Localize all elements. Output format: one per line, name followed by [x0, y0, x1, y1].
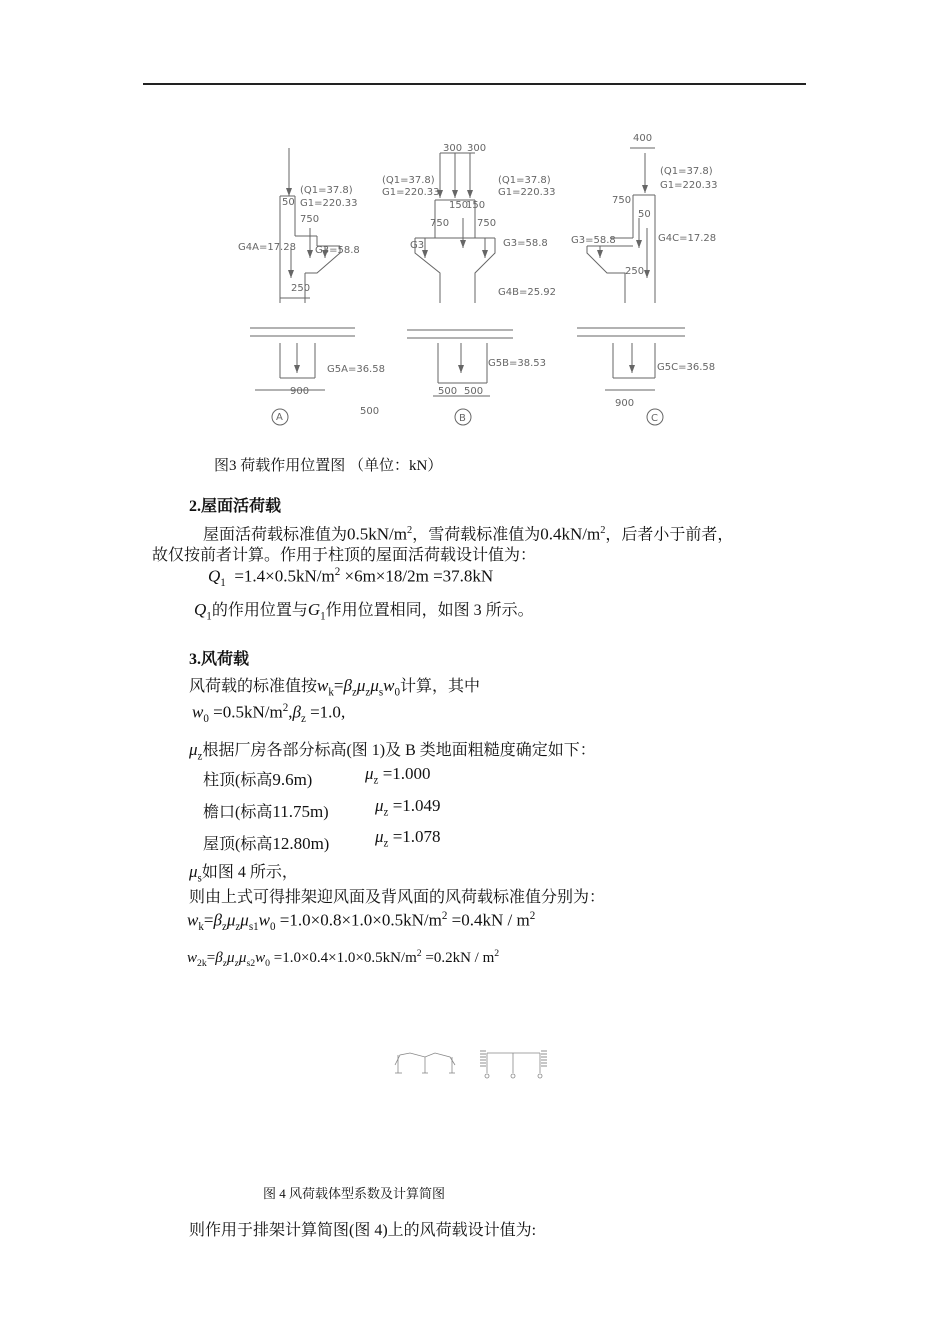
svg-text:50: 50: [638, 209, 651, 220]
svg-text:300: 300: [443, 143, 463, 154]
svg-text:G5A=36.58: G5A=36.58: [327, 364, 385, 375]
q1-equation: $Q_1 =1.4\times 0.5kN/m^2 \times 6m\times 18/2m =37.8kN$: [208, 566, 494, 590]
mu-z-row-2-value: $\mu_z =1.049$: [375, 796, 441, 819]
svg-text:500: 500: [438, 386, 458, 397]
svg-text:500: 500: [464, 386, 484, 397]
mu-z-row-2: 檐口(标高11.75m): [203, 802, 329, 821]
svg-text:250: 250: [291, 283, 311, 294]
wind-load-diagram: [390, 1045, 555, 1080]
svg-text:750: 750: [430, 218, 450, 229]
mu-z-row-3-value: $\mu_z =1.078$: [375, 827, 441, 850]
svg-text:(Q1=37.8): (Q1=37.8): [300, 185, 353, 196]
mu-z-row-1-value: $\mu_z =1.000$: [365, 764, 431, 787]
svg-text:G3: G3: [410, 240, 425, 251]
svg-text:A: A: [276, 412, 283, 423]
svg-text:G1=220.33: G1=220.33: [300, 198, 358, 209]
svg-text:900: 900: [290, 386, 310, 397]
section2-para1-line1: 屋面活荷载标准值为$0.5kN/m^2$，雪荷载标准值为$0.4kN/m^2$，后者小于前者，: [203, 524, 734, 544]
svg-text:250: 250: [625, 266, 645, 277]
svg-text:(Q1=37.8): (Q1=37.8): [660, 166, 713, 177]
wind-formula-line: 风荷载的标准值按$w_k=\beta_z\mu_z\mu_sw_0$计算，其中: [189, 676, 481, 699]
svg-text:(Q1=37.8): (Q1=37.8): [382, 175, 435, 186]
wk-equation: $w_k=\beta_z\mu_z\mu_{s1}w_0 =1.0\times 0.8\times 1.0\times 0.5kN/m^2 =0.4kN / m^2$: [187, 910, 536, 934]
section2-heading: 2.屋面活荷载: [189, 498, 282, 515]
then-line: 则由上式可得排架迎风面及背风面的风荷载标准值分别为：: [189, 889, 606, 906]
figure3-caption: 图3 荷载作用位置图 （单位：kN）: [214, 458, 443, 474]
mu-z-row-3: 屋顶(标高12.80m): [203, 834, 330, 853]
svg-text:G4C=17.28: G4C=17.28: [658, 233, 717, 244]
mu-z-row-1: 柱顶(标高9.6m): [203, 770, 313, 789]
svg-text:150: 150: [466, 200, 486, 211]
w2k-equation: $w_{2k}=\beta_z\mu_z\mu_{s2}w_0 =1.0\times 0.4\times 1.0\times 0.5kN/m^2 =0.2kN / m^2$: [187, 948, 500, 969]
last-line: 则作用于排架计算简图(图 4)上的风荷载设计值为:: [189, 1222, 537, 1239]
svg-text:B: B: [459, 413, 466, 424]
w0-beta-line: $w_0 =0.5kN/m^2,\beta_z =1.0$,: [192, 702, 346, 726]
svg-text:750: 750: [477, 218, 497, 229]
mu-s-line: $\mu_s$如图 4 所示，: [189, 862, 298, 885]
figure4-caption: 图 4 风荷载体型系数及计算简图: [263, 1186, 446, 1201]
svg-text:G4B=25.92: G4B=25.92: [498, 287, 556, 298]
svg-text:C: C: [651, 413, 658, 424]
svg-text:G5B=38.53: G5B=38.53: [488, 358, 546, 369]
svg-text:50: 50: [282, 197, 295, 208]
svg-text:150: 150: [449, 200, 469, 211]
svg-text:G1=220.33: G1=220.33: [498, 187, 556, 198]
svg-text:400: 400: [633, 133, 653, 144]
svg-text:500: 500: [360, 406, 380, 417]
svg-text:(Q1=37.8): (Q1=37.8): [498, 175, 551, 186]
section2-para2: $Q_1$的作用位置与$G_1$作用位置相同，如图 3 所示。: [194, 600, 534, 623]
svg-text:G3=58.8: G3=58.8: [571, 235, 616, 246]
section2-para1-line2: 故仅按前者计算。作用于柱顶的屋面活荷载设计值为：: [152, 547, 537, 564]
mu-z-line: $\mu_z$根据厂房各部分标高(图 1)及 B 类地面粗糙度确定如下：: [189, 740, 596, 763]
svg-text:G1=220.33: G1=220.33: [660, 180, 718, 191]
svg-text:750: 750: [612, 195, 632, 206]
svg-text:G5C=36.58: G5C=36.58: [657, 362, 716, 373]
svg-text:G4A=17.28: G4A=17.28: [238, 242, 296, 253]
svg-text:G1=220.33: G1=220.33: [382, 187, 440, 198]
svg-text:G3=58.8: G3=58.8: [503, 238, 548, 249]
svg-text:900: 900: [615, 398, 635, 409]
section3-heading: 3.风荷载: [189, 651, 250, 668]
header-rule: [143, 83, 806, 85]
svg-text:300: 300: [467, 143, 487, 154]
svg-text:750: 750: [300, 214, 320, 225]
load-position-diagram: [235, 128, 730, 428]
svg-text:G3=58.8: G3=58.8: [315, 245, 360, 256]
